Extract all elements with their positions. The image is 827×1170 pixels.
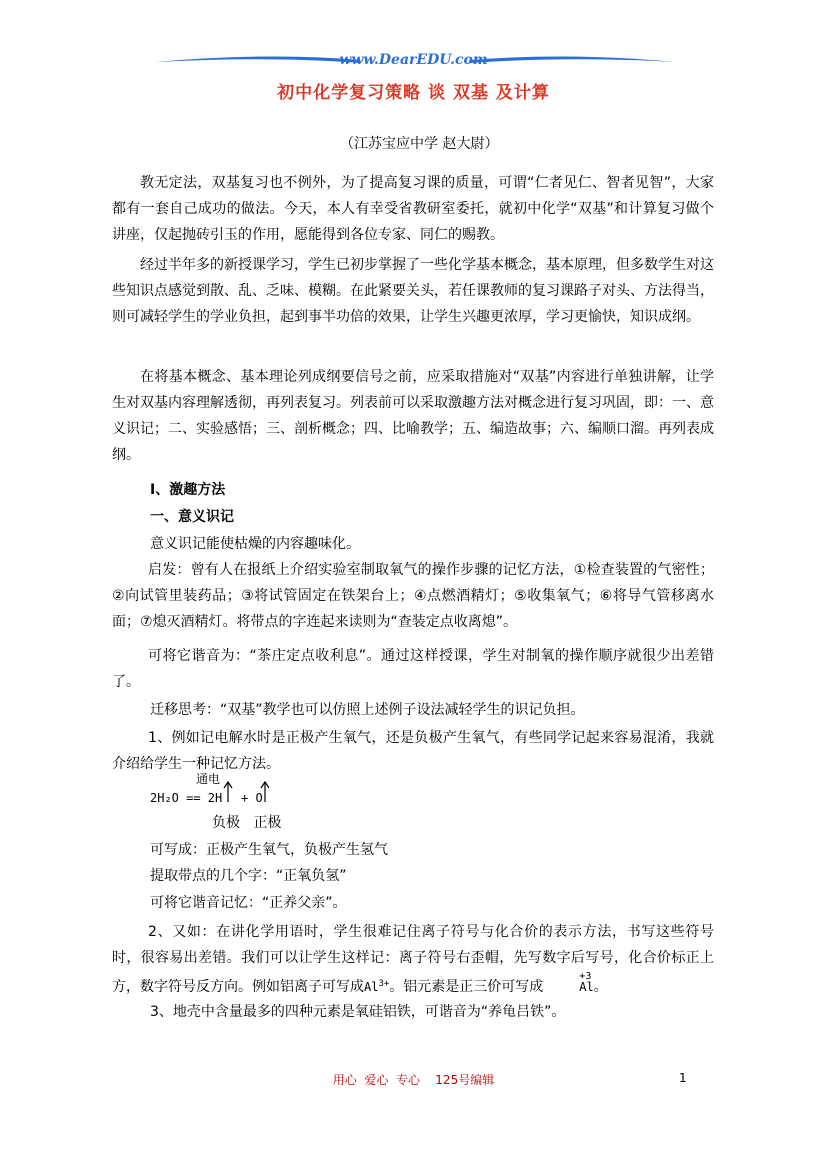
text-line: 意义识记能使枯燥的内容趣味化。 <box>150 536 360 552</box>
footer-text: 用心 爱心 专心 125号编辑 <box>332 1073 495 1087</box>
paragraph-3: 在将基本概念、基本理论列成纲要信号之前，应采取措施对“双基”内容进行单独讲解，让学生对双基内容理解透彻，再列表复习。列表前可以采取激趣方法对概念进行复习巩固，即：一、意义识记；二、实验感悟；三、剖析概念；四、比喻教学；五、编造故事；六、编顺口溜。再列表成纲。 <box>112 369 714 463</box>
ion-symbol: Al <box>364 980 379 994</box>
equation-condition: 通电 <box>196 772 221 786</box>
author-line: （江苏宝应中学 赵大尉） <box>340 136 499 152</box>
paragraph-2: 经过半年多的新授课学习，学生已初步掌握了一些化学基本概念，基本原理，但多数学生对这些知识点感觉到散、乱、乏味、模糊。在此紧要关头，若任课教师的复习课路子对头、方法得当，则可减轻学生的学业负担，起到事半功倍的效果，让学生兴趣更浓厚，学习更愉快，知识成纲。 <box>112 257 714 325</box>
example-2-text-2: 。铝元素是正三价可写成 <box>389 979 544 995</box>
paragraph-1: 教无定法，双基复习也不例外，为了提高复习课的质量，可谓“仁者见仁、智者见智”，大家都有一套自己成功的做法。今天，本人有幸受省教研室委托，就初中化学“双基”和计算复习做个讲座，仅起抛砖引玉的作用，愿能得到各位专家、同仁的赐教。 <box>112 175 714 243</box>
aluminum-valence <box>543 971 594 1000</box>
text-line: 可将它谐音记忆：“正养父亲”。 <box>150 895 347 911</box>
valence-symbol: Al <box>579 980 594 994</box>
ion-charge: 3+ <box>378 979 390 989</box>
gas-arrow-icon <box>260 780 270 804</box>
section-heading-1: Ⅰ、激趣方法 <box>150 482 226 498</box>
aluminum-ion <box>364 980 389 994</box>
paragraph-example-2 <box>112 919 714 1000</box>
paragraph-example-1: 1、例如记电解水时是正极产生氧气，还是负极产生氧气，有些同学记起来容易混淆，我就介绍给学生一种记忆方法。 <box>112 730 714 772</box>
equation-right: + O <box>241 791 263 805</box>
text-line: 可写成：正极产生氧气，负极产生氢气 <box>150 842 388 858</box>
page-title: 初中化学复习策略 谈 双基 及计算 <box>277 83 550 103</box>
equation-left: 2H₂O == 2H <box>150 791 223 805</box>
example-2-text: 2、又如：在讲化学用语时，学生很难记住离子符号与化合价的表示方法，书写这些符号时，很容易出差错。我们可以让学生这样记：离子符号右歪帽，先写数字后写号，化合价标正上方，数字符号反方向。例如铝离子可写成 <box>112 924 714 995</box>
paragraph-inspire: 启发：曾有人在报纸上介绍实验室制取氧气的操作步骤的记忆方法，①检查装置的气密性；②向试管里装药品；③将试管固定在铁架台上；④点燃酒精灯；⑤收集氧气；⑥将导气管移离水面；⑦熄灭酒精灯。将带点的字连起来读则为“查装定点收离熄”。 <box>112 562 714 630</box>
electrode-labels: 负极 正极 <box>212 815 282 831</box>
example-2-text-3: 。 <box>593 979 608 995</box>
gas-arrow-icon <box>223 780 233 804</box>
section-heading-2: 一、意义识记 <box>150 509 234 525</box>
text-line: 迁移思考：“双基”教学也可以仿照上述例子设法减轻学生的识记负担。 <box>150 702 585 718</box>
text-line: 提取带点的几个字：“正氧负氢” <box>150 868 347 884</box>
valence-mark: +3 <box>579 971 592 982</box>
header-url: www.DearEDU.com <box>339 52 488 68</box>
text-line: 3、地壳中含量最多的四种元素是氧硅铝铁，可谐音为“养龟吕铁”。 <box>150 1004 566 1020</box>
page-number: 1 <box>679 1071 687 1085</box>
paragraph-homophone: 可将它谐音为：“茶庄定点收利息”。通过这样授课，学生对制氧的操作顺序就很少出差错了。 <box>112 648 714 690</box>
